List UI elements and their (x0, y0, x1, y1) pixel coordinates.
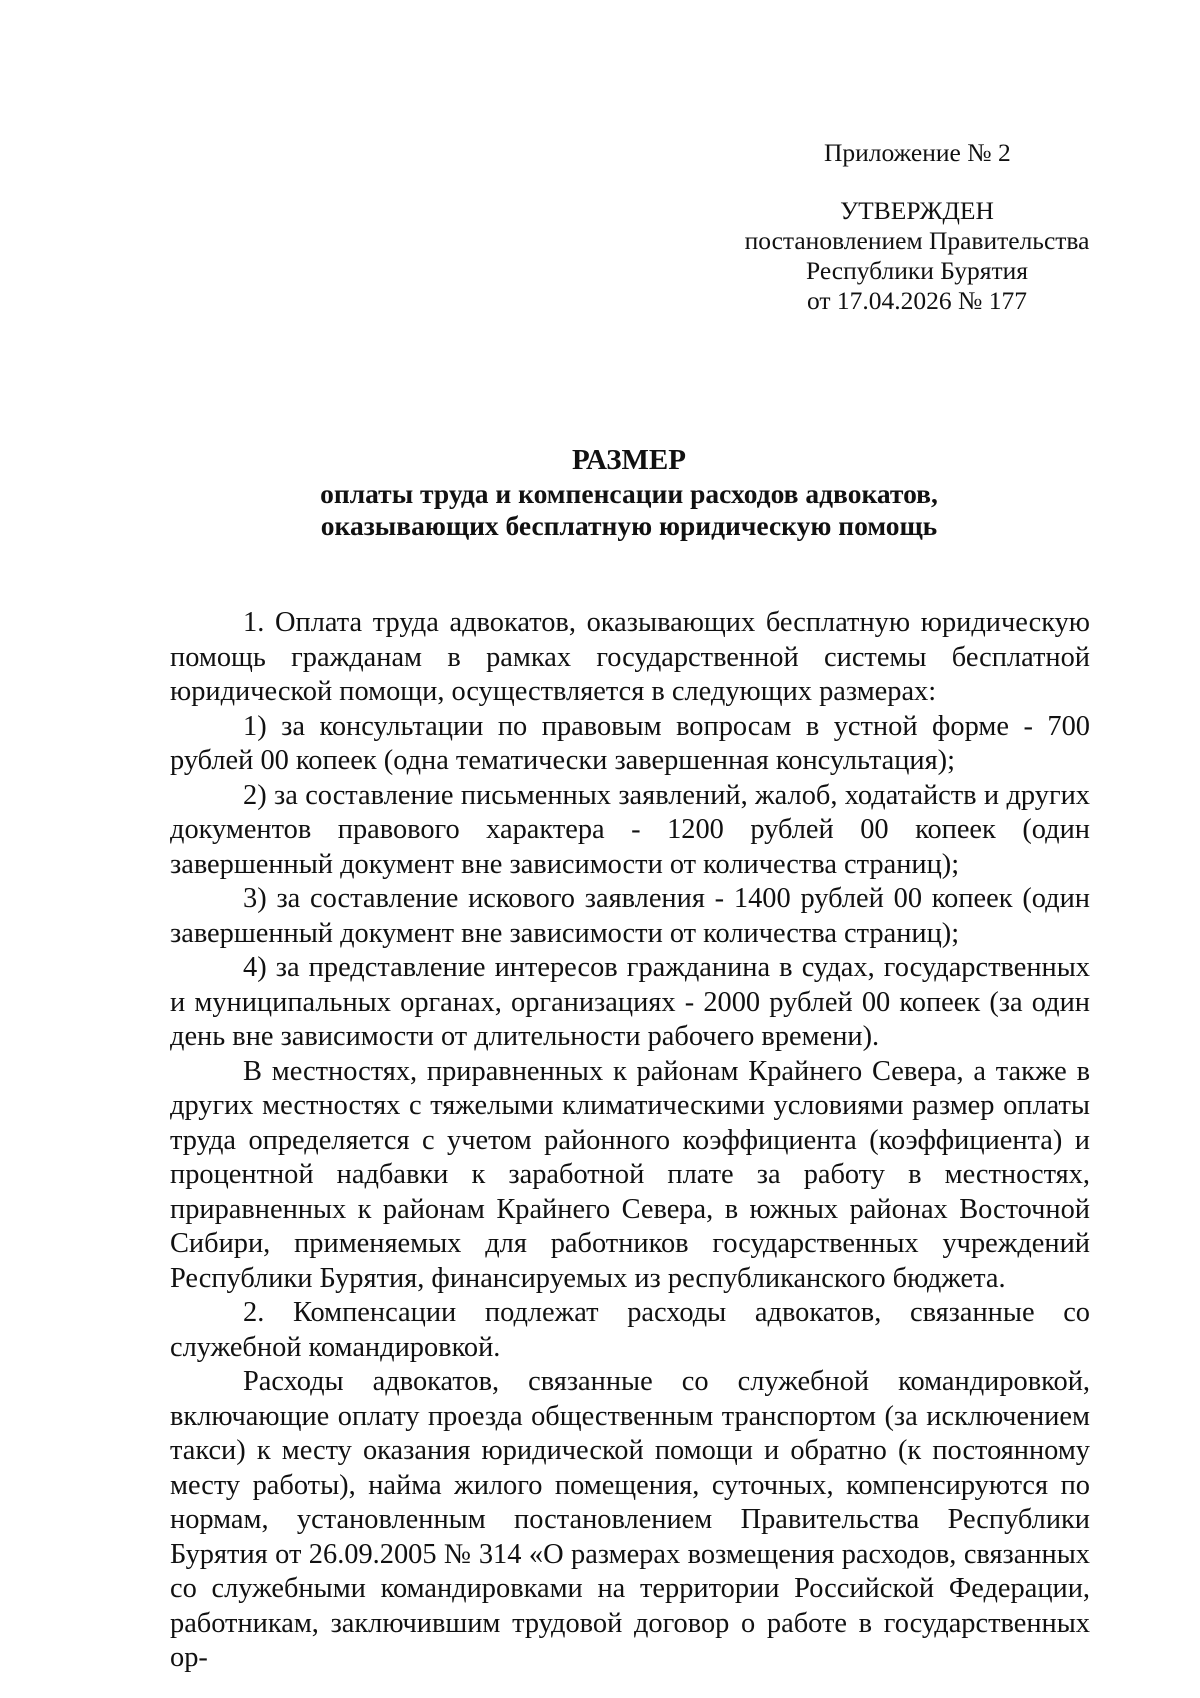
title-line-1: оплаты труда и компенсации расходов адвокатов, (320, 478, 938, 509)
paragraph-item-4: 4) за представление интересов гражданина в судах, государственных и муниципальных органах, организациях - 2000 рублей 00 копеек (за один день вне зависимости от длительности рабочего времени). (170, 952, 1090, 1052)
paragraph-2: 2. Компенсации подлежат расходы адвокатов, связанные со служебной командировкой. (170, 1297, 1090, 1363)
approval-block (744, 138, 1090, 316)
title-line-2: оказывающих бесплатную юридическую помощь (320, 510, 938, 541)
approved-republic-line: Республики Бурятия (805, 256, 1029, 285)
paragraph-item-3: 3) за составление искового заявления - 1400 рублей 00 копеек (один завершенный документ вне зависимости от количества страниц); (170, 883, 1090, 949)
appendix-number: Приложение № 2 (824, 138, 1011, 167)
paragraph-1: 1. Оплата труда адвокатов, оказывающих бесплатную юридическую помощь гражданам в рамках государственной системы бесплатной юридической помощи, осуществляется в следующих размерах: (170, 607, 1090, 707)
approved-date-line: от 17.04.2026 № 177 (806, 286, 1027, 315)
paragraph-item-1: 1) за консультации по правовым вопросам в устной форме - 700 рублей 00 копеек (одна тематически завершенная консультация); (170, 710, 1090, 776)
approved-stamp: УТВЕРЖДЕН (840, 196, 994, 225)
approved-by-line: постановлением Правительства (744, 226, 1090, 255)
title-main: РАЗМЕР (572, 444, 686, 476)
paragraph-travel-expenses: Расходы адвокатов, связанные со служебной командировкой, включающие оплату проезда общественным транспортом (за исключением такси) к месту оказания юридической помощи и обратно (к постоянному месту работы), найма жилого помещения, суточных, компенсируются по нормам, установленным постановлением Правительства Республики Бурятия от 26.09.2005 № 314 «О размерах возмещения расходов, связанных со служебными командировками на территории Российской Федерации, работникам, заключившим трудовой договор о работе в государственных ор- (170, 1366, 1090, 1673)
document-body (170, 606, 1090, 1676)
paragraph-north-regions: В местностях, приравненных к районам Крайнего Севера, а также в других местностях с тяжелыми климатическими условиями размер оплаты труда определяется с учетом районного коэффициента (коэффициента) и процентной надбавки к заработной плате за работу в местностях, приравненных к районам Крайнего Севера, в южных районах Восточной Сибири, применяемых для работников государственных учреждений Республики Бурятия, финансируемых из республиканского бюджета. (170, 1055, 1090, 1294)
document-title (170, 444, 1088, 542)
paragraph-item-2: 2) за составление письменных заявлений, жалоб, ходатайств и других документов правового характера - 1200 рублей 00 копеек (один завершенный документ вне зависимости от количества страниц); (170, 779, 1090, 880)
